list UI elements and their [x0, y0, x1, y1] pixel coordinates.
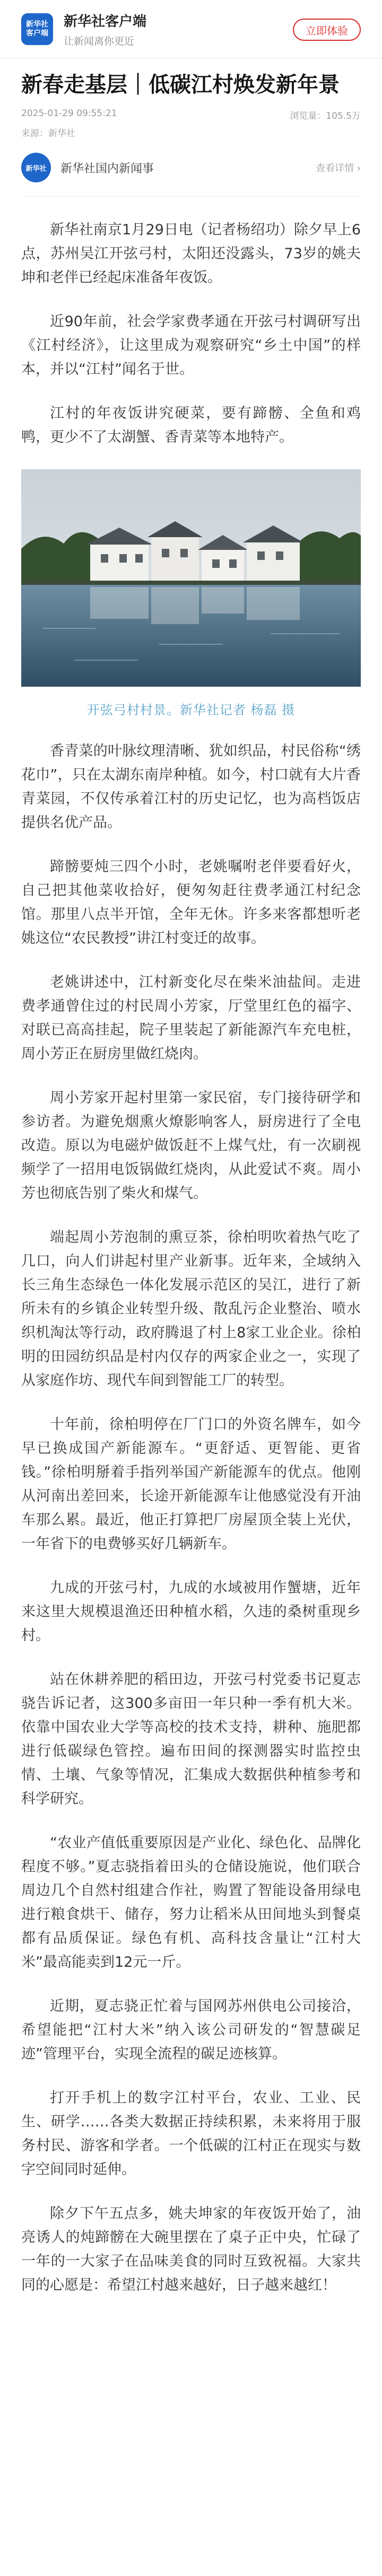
- app-slogan: 让新闻离你更近: [64, 35, 135, 47]
- article-source: 来源：新华社: [21, 128, 75, 139]
- paragraph: 新华社南京1月29日电（记者杨绍功）除夕早上6点，苏州吴江开弦弓村，太阳还没露头，73岁的姚夫坤和老伴已经起床准备年夜饭。: [21, 222, 361, 286]
- logo-line2: 客户端: [26, 29, 48, 38]
- paragraph: 端起周小芳泡制的熏豆茶，徐柏明吹着热气吃了几口，向人们讲起村里产业新事。近年来，全域纳入长三角生态绿色一体化发展示范区的吴江，进行了新所未有的乡镇企业转型升级、散乱污企业整治、喷水织机淘汰等行动，政府腾退了村上8家工业企业。徐柏明的田园纺织品是村内仅存的两家企业之一，实现了从家庭作坊、现代车间到智能工厂的转型。: [21, 1229, 361, 1389]
- paragraph: 十年前，徐柏明停在厂门口的外资名牌车，如今早已换成国产新能源车。“更舒适、更智能、更省钱。”徐柏明掰着手指列举国产新能源车的优点。他刚从河南出差回来，长途开新能源车让他感觉没有开油车那么累。最近，他正打算把厂房屋顶全装上光伏，一年省下的电费够买好几辆新车。: [21, 1416, 361, 1552]
- app-name: 新华社客户端: [64, 13, 147, 30]
- app-download-banner: [0, 0, 382, 58]
- account-row[interactable]: [21, 153, 361, 197]
- account-avatar: 新华社: [21, 153, 51, 182]
- paragraph: 近期，夏志骁正忙着与国网苏州供电公司接洽，希望能把“江村大米”纳入该公司研发的“智慧碳足迹”管理平台，实现全流程的碳足迹核算。: [21, 1998, 361, 2062]
- app-info: [64, 11, 146, 48]
- logo-line1: 新华社: [26, 20, 48, 29]
- view-count: 浏览量：105.5万: [290, 111, 361, 121]
- xinhua-app-logo: [21, 13, 53, 45]
- article-meta: [0, 100, 382, 121]
- paragraph: 江村的年夜饭讲究硬菜，要有蹄髈、全鱼和鸡鸭，更少不了太湖蟹、香青菜等本地特产。: [21, 405, 361, 445]
- paragraph: 周小芳家开起村里第一家民宿，专门接待研学和参访者。为避免烟熏火燎影响客人，厨房进行了全电改造。原以为电磁炉做饭赶不上煤气灶，有一次刷视频学了一招用电饭锅做红烧肉，从此爱试不爽。周小芳也彻底告别了柴火和煤气。: [21, 1090, 361, 1202]
- paragraph: 香青菜的叶脉纹理清晰、犹如织品，村民俗称“绣花巾”，只在太湖东南岸种植。如今，村口就有大片香青菜园，不仅传承着江村的历史记忆，也为高档饭店提供名优产品。: [21, 743, 361, 831]
- village-photo-illustration: [21, 469, 361, 687]
- paragraph: 近90年前，社会学家费孝通在开弦弓村调研写出《江村经济》，让这里成为观察研究“乡土中国”的样本，并以“江村”闻名于世。: [21, 313, 361, 378]
- article-body: [0, 197, 382, 2297]
- account-name[interactable]: 新华社国内新闻事: [60, 162, 154, 176]
- paragraph: 蹄髈要炖三四个小时，老姚嘱咐老伴要看好火，自己把其他菜收拾好，便匆匆赶往费孝通江村纪念馆。那里八点半开馆，全年无休。许多来客都想听老姚这位“农民教授”讲江村变迁的故事。: [21, 858, 361, 947]
- paragraph: 站在休耕养肥的稻田边，开弦弓村党委书记夏志骁告诉记者，这300多亩田一年只种一季有机大米。依靠中国农业大学等高校的技术支持，耕种、施肥都进行低碳绿色管控。遍布田间的探测器实时监控虫情、土壤、气象等情况，汇集成大数据供种植参考和科学研究。: [21, 1671, 361, 1807]
- view-details-link[interactable]: 查看详情 ›: [316, 163, 361, 174]
- article-title: 新春走基层｜低碳江村焕发新年景: [21, 73, 340, 97]
- publish-datetime: 2025-01-29 09:55:21: [21, 108, 117, 119]
- paragraph: 九成的开弦弓村，九成的水域被用作蟹塘，近年来这里大规模退渔还田种植水稻，久违的桑树重现乡村。: [21, 1580, 361, 1644]
- open-app-button[interactable]: 立即体验: [293, 19, 361, 41]
- paragraph: 老姚讲述中，江村新变化尽在柴米油盐间。走进费孝通曾住过的村民周小芳家，厅堂里红色的福字、对联已高高挂起，院子里装起了新能源汽车充电桩，周小芳正在厨房里做红烧肉。: [21, 974, 361, 1062]
- paragraph: 除夕下午五点多，姚夫坤家的年夜饭开始了，油亮诱人的炖蹄髈在大碗里摆在了桌子正中央，忙碌了一年的一大家子在品味美食的同时互致祝福。大家共同的心愿是：希望江村越来越好，日子越来越红！: [21, 2205, 361, 2293]
- paragraph: “农业产值低重要原因是产业化、绿色化、品牌化程度不够。”夏志骁指着田头的仓储设施说，他们联合周边几个自然村组建合作社，购置了智能设备用绿电进行粮食烘干、储存，努力让稻米从田间地头到餐桌都有品质保证。绿色有机、高科技含量让“江村大米”最高能卖到12元一斤。: [21, 1835, 361, 1970]
- paragraph: 打开手机上的数字江村平台，农业、工业、民生、研学……各类大数据正持续积累，未来将用于服务村民、游客和学者。一个低碳的江村正在现实与数字空间同时延伸。: [21, 2090, 361, 2178]
- village-photo[interactable]: [21, 469, 361, 687]
- photo-caption: 开弦弓村村景。新华社记者 杨磊 摄: [86, 703, 296, 717]
